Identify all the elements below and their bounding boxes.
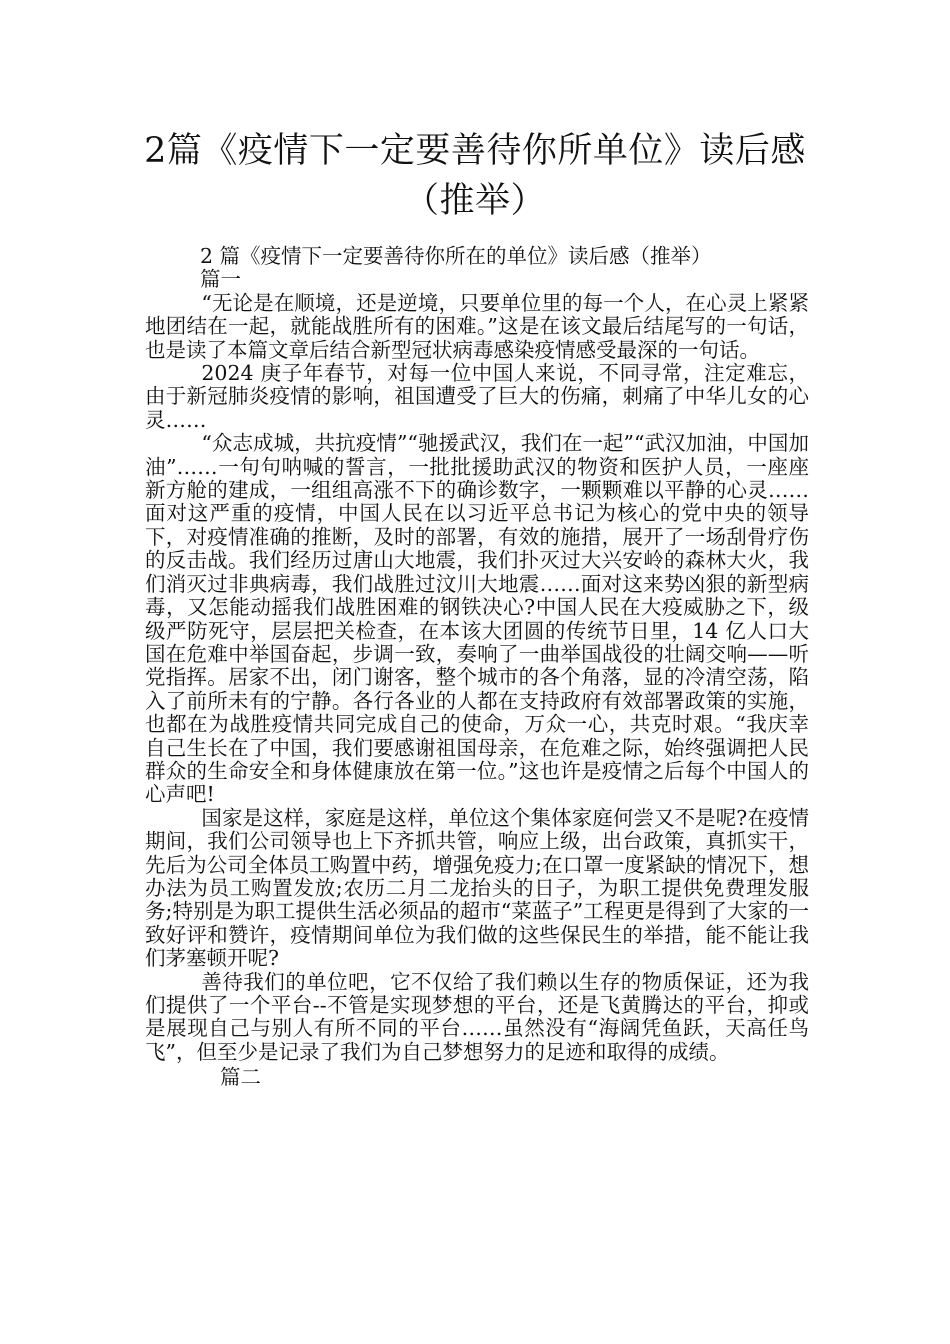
document-subtitle: 2 篇《疫情下一定要善待你所在的单位》读后感（推举）: [200, 244, 712, 268]
document-title: [110, 126, 840, 226]
document-body: [145, 245, 809, 1090]
section-label-1: 篇一: [200, 267, 241, 292]
paragraph-2: 2024 庚子年春节，对每一位中国人来说，不同寻常，注定难忘，由于新冠肺炎疫情的影响，祖国遭受了巨大的伤痛，刺痛了中华儿女的心灵……: [145, 361, 809, 432]
paragraph-3: “众志成城，共抗疫情”“驰援武汉，我们在一起”“武汉加油，中国加油”……一句句呐喊的誓言，一批批援助武汉的物资和医护人员，一座座新方舱的建成，一组组高涨不下的确诊数字，一颗颗难以平静的心灵……面对这严重的疫情，中国人民在以习近平总书记为核心的党中央的领导下，对疫情准确的推断，及时的部署，有效的施措，展开了一场刮骨疗伤的反击战。我们经历过唐山大地震，我们扑灭过大兴安岭的森林大火，我们消灭过非典病毒，我们战胜过汶川大地震……面对这来势凶狠的新型病毒，又怎能动摇我们战胜困难的钢铁决心?中国人民在大疫威胁之下，级级严防死守，层层把关检查，在本该大团圆的传统节日里，14 亿人口大国在危难中举国奋起，步调一致，奏响了一曲举国战役的壮阔交响——听党指挥。居家不出，闭门谢客，整个城市的各个角落，显的冷清空荡，陷入了前所未有的宁静。各行各业的人都在支持政府有效部署政策的实施，也都在为战胜疫情共同完成自己的使命，万众一心，共克时艰。“我庆幸自己生长在了中国，我们要感谢祖国母亲，在危难之际，始终强调把人民群众的生命安全和身体健康放在第一位。”这也许是疫情之后每个中国人的心声吧!: [145, 431, 809, 807]
section-label-2: 篇二: [220, 1065, 261, 1090]
paragraph-4: 国家是这样，家庭是这样，单位这个集体家庭何尝又不是呢?在疫情期间，我们公司领导也上下齐抓共管，响应上级，出台政策，真抓实干，先后为公司全体员工购置中药，增强免疫力;在口罩一度紧缺的情况下，想办法为员工购置发放;农历二月二龙抬头的日子，为职工提供免费理发服务;特别是为职工提供生活必须品的超市“菜蓝子”工程更是得到了大家的一致好评和赞许，疫情期间单位为我们做的这些保民生的举措，能不能让我们茅塞顿开呢?: [145, 805, 809, 971]
paragraph-1: “无论是在顺境，还是逆境，只要单位里的每一个人，在心灵上紧紧地团结在一起，就能战胜所有的困难。”这是在该文最后结尾写的一句话，也是读了本篇文章后结合新型冠状病毒感染疫情感受最深的一句话。: [145, 290, 809, 362]
title-line-2: （推举）: [403, 181, 546, 221]
title-line-1: 2篇《疫情下一定要善待你所单位》读后感: [144, 131, 806, 171]
paragraph-5: 善待我们的单位吧，它不仅给了我们赖以生存的物质保证，还为我们提供了一个平台--不管是实现梦想的平台，还是飞黄腾达的平台，抑或是展现自己与别人有所不同的平台……虽然没有“海阔凭鱼跃，天高任鸟飞”，但至少是记录了我们为自己梦想努力的足迹和取得的成绩。: [145, 969, 809, 1064]
